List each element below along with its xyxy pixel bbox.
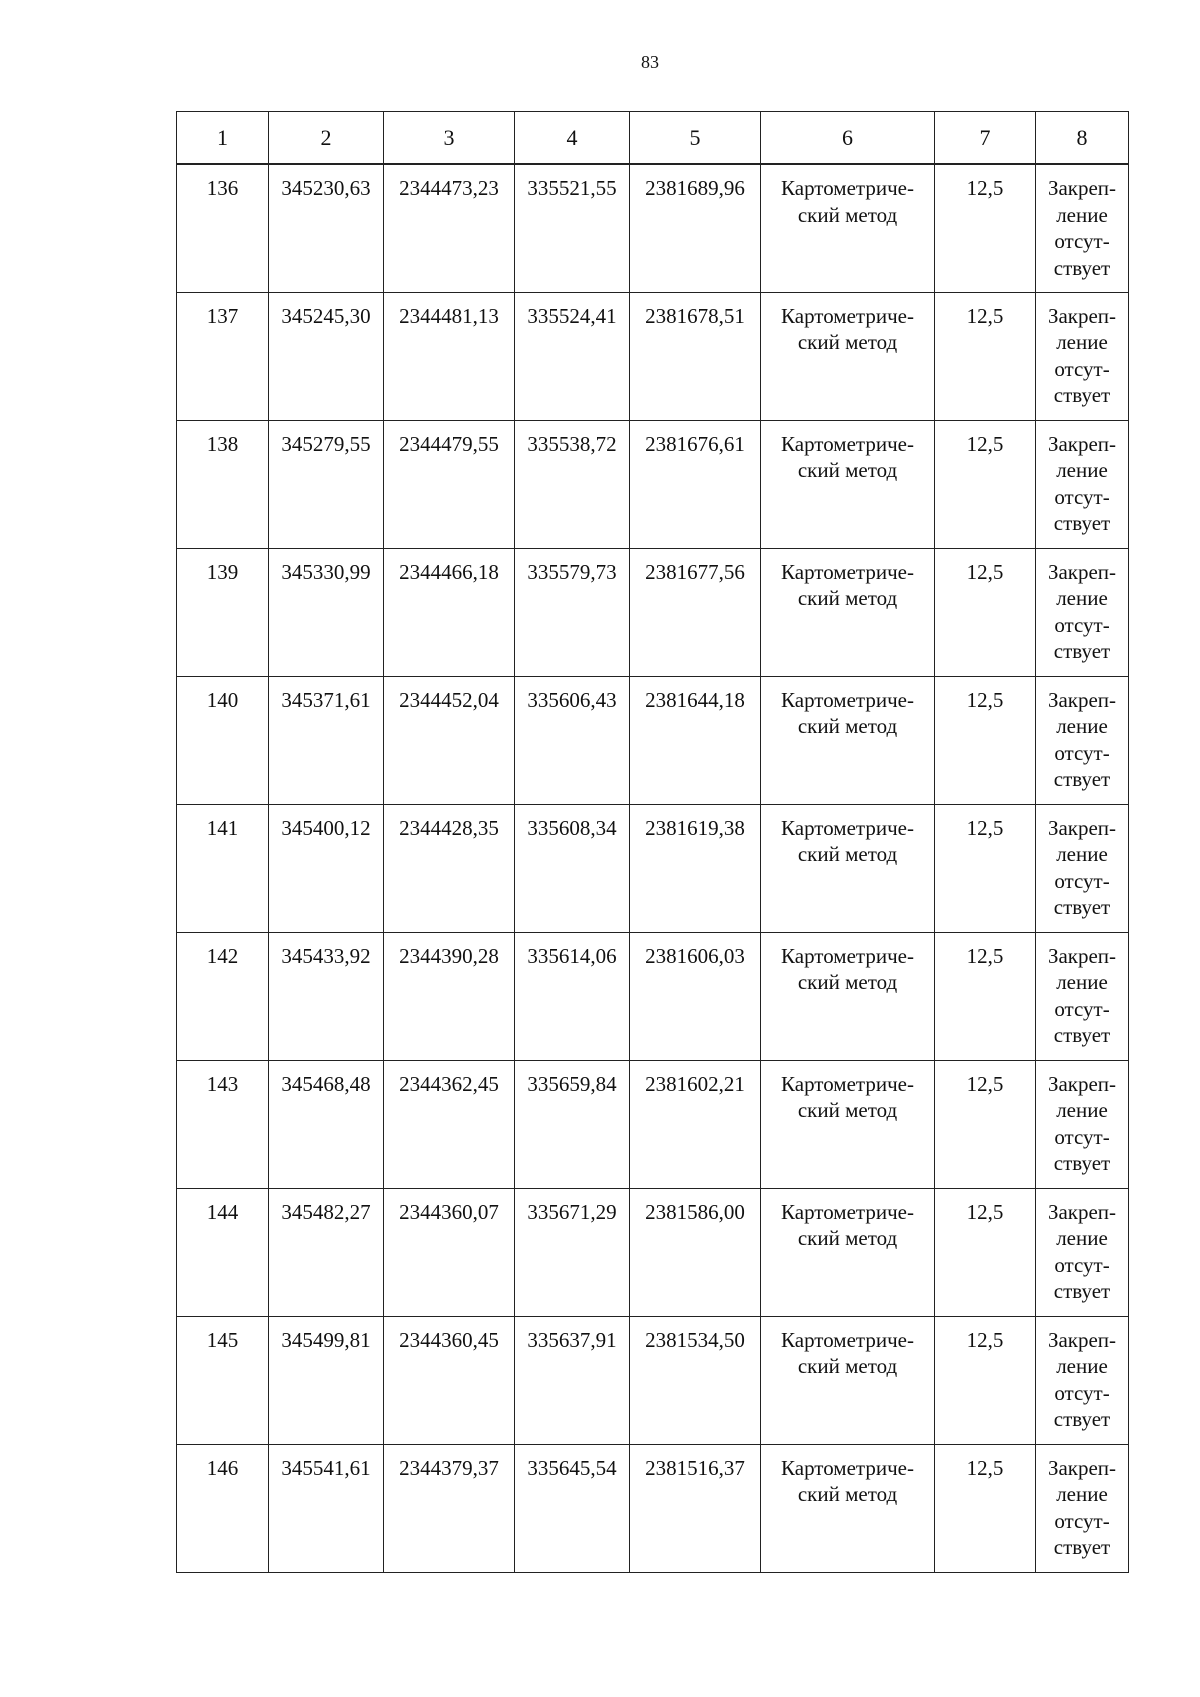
method-cell: Картометриче- ский метод bbox=[761, 548, 935, 676]
header-row bbox=[177, 112, 1129, 165]
point-number-cell: 145 bbox=[177, 1316, 269, 1444]
accuracy-cell: 12,5 bbox=[935, 420, 1036, 548]
accuracy-cell: 12,5 bbox=[935, 1316, 1036, 1444]
coord-x2-cell: 335637,91 bbox=[515, 1316, 630, 1444]
coord-x-cell: 345499,81 bbox=[269, 1316, 384, 1444]
coord-y-cell: 2344481,13 bbox=[384, 292, 515, 420]
coordinates-table bbox=[176, 111, 1129, 1573]
coord-x2-cell: 335524,41 bbox=[515, 292, 630, 420]
coord-x2-cell: 335645,54 bbox=[515, 1444, 630, 1572]
coord-x2-cell: 335579,73 bbox=[515, 548, 630, 676]
coord-y2-cell: 2381678,51 bbox=[630, 292, 761, 420]
method-cell: Картометриче- ский метод bbox=[761, 1316, 935, 1444]
fixing-cell: Закреп- ление отсут- ствует bbox=[1036, 1316, 1129, 1444]
coord-x2-cell: 335606,43 bbox=[515, 676, 630, 804]
coord-y2-cell: 2381602,21 bbox=[630, 1060, 761, 1188]
coord-x-cell: 345400,12 bbox=[269, 804, 384, 932]
fixing-cell: Закреп- ление отсут- ствует bbox=[1036, 804, 1129, 932]
coord-x-cell: 345468,48 bbox=[269, 1060, 384, 1188]
header-cell: 8 bbox=[1036, 112, 1129, 165]
coord-x-cell: 345330,99 bbox=[269, 548, 384, 676]
page-number: 83 bbox=[641, 52, 659, 72]
table-row bbox=[177, 1060, 1129, 1188]
coord-y-cell: 2344466,18 bbox=[384, 548, 515, 676]
header-cell: 7 bbox=[935, 112, 1036, 165]
header-cell: 2 bbox=[269, 112, 384, 165]
coord-y2-cell: 2381516,37 bbox=[630, 1444, 761, 1572]
coord-y2-cell: 2381534,50 bbox=[630, 1316, 761, 1444]
coord-y-cell: 2344360,45 bbox=[384, 1316, 515, 1444]
point-number-cell: 139 bbox=[177, 548, 269, 676]
table-row bbox=[177, 164, 1129, 292]
coord-y2-cell: 2381689,96 bbox=[630, 164, 761, 292]
accuracy-cell: 12,5 bbox=[935, 676, 1036, 804]
header-cell: 1 bbox=[177, 112, 269, 165]
point-number-cell: 136 bbox=[177, 164, 269, 292]
method-cell: Картометриче- ский метод bbox=[761, 676, 935, 804]
fixing-cell: Закреп- ление отсут- ствует bbox=[1036, 1060, 1129, 1188]
table-row bbox=[177, 1316, 1129, 1444]
coord-x-cell: 345245,30 bbox=[269, 292, 384, 420]
accuracy-cell: 12,5 bbox=[935, 1444, 1036, 1572]
point-number-cell: 143 bbox=[177, 1060, 269, 1188]
coord-x-cell: 345541,61 bbox=[269, 1444, 384, 1572]
coord-y2-cell: 2381619,38 bbox=[630, 804, 761, 932]
accuracy-cell: 12,5 bbox=[935, 932, 1036, 1060]
method-cell: Картометриче- ский метод bbox=[761, 1060, 935, 1188]
table-row bbox=[177, 804, 1129, 932]
table-row bbox=[177, 932, 1129, 1060]
point-number-cell: 138 bbox=[177, 420, 269, 548]
header-cell: 3 bbox=[384, 112, 515, 165]
fixing-cell: Закреп- ление отсут- ствует bbox=[1036, 932, 1129, 1060]
coord-x2-cell: 335614,06 bbox=[515, 932, 630, 1060]
fixing-cell: Закреп- ление отсут- ствует bbox=[1036, 548, 1129, 676]
table-row bbox=[177, 676, 1129, 804]
coord-y2-cell: 2381606,03 bbox=[630, 932, 761, 1060]
point-number-cell: 137 bbox=[177, 292, 269, 420]
table-row bbox=[177, 548, 1129, 676]
method-cell: Картометриче- ский метод bbox=[761, 292, 935, 420]
coord-x2-cell: 335521,55 bbox=[515, 164, 630, 292]
method-cell: Картометриче- ский метод bbox=[761, 1188, 935, 1316]
table-body bbox=[177, 164, 1129, 1572]
accuracy-cell: 12,5 bbox=[935, 292, 1036, 420]
accuracy-cell: 12,5 bbox=[935, 548, 1036, 676]
accuracy-cell: 12,5 bbox=[935, 164, 1036, 292]
coord-y2-cell: 2381677,56 bbox=[630, 548, 761, 676]
coord-y2-cell: 2381644,18 bbox=[630, 676, 761, 804]
header-cell: 5 bbox=[630, 112, 761, 165]
coord-y-cell: 2344362,45 bbox=[384, 1060, 515, 1188]
table-row bbox=[177, 1188, 1129, 1316]
fixing-cell: Закреп- ление отсут- ствует bbox=[1036, 676, 1129, 804]
coord-x2-cell: 335608,34 bbox=[515, 804, 630, 932]
method-cell: Картометриче- ский метод bbox=[761, 804, 935, 932]
table-row bbox=[177, 1444, 1129, 1572]
accuracy-cell: 12,5 bbox=[935, 1060, 1036, 1188]
coord-x-cell: 345371,61 bbox=[269, 676, 384, 804]
coord-y2-cell: 2381676,61 bbox=[630, 420, 761, 548]
coord-x-cell: 345482,27 bbox=[269, 1188, 384, 1316]
coord-y-cell: 2344390,28 bbox=[384, 932, 515, 1060]
point-number-cell: 146 bbox=[177, 1444, 269, 1572]
method-cell: Картометриче- ский метод bbox=[761, 164, 935, 292]
header-cell: 6 bbox=[761, 112, 935, 165]
coord-y-cell: 2344360,07 bbox=[384, 1188, 515, 1316]
coord-x-cell: 345279,55 bbox=[269, 420, 384, 548]
method-cell: Картометриче- ский метод bbox=[761, 932, 935, 1060]
coord-y2-cell: 2381586,00 bbox=[630, 1188, 761, 1316]
coord-y-cell: 2344473,23 bbox=[384, 164, 515, 292]
table-row bbox=[177, 420, 1129, 548]
fixing-cell: Закреп- ление отсут- ствует bbox=[1036, 420, 1129, 548]
fixing-cell: Закреп- ление отсут- ствует bbox=[1036, 292, 1129, 420]
fixing-cell: Закреп- ление отсут- ствует bbox=[1036, 1188, 1129, 1316]
coord-x-cell: 345433,92 bbox=[269, 932, 384, 1060]
coord-y-cell: 2344452,04 bbox=[384, 676, 515, 804]
method-cell: Картометриче- ский метод bbox=[761, 420, 935, 548]
coord-y-cell: 2344428,35 bbox=[384, 804, 515, 932]
coord-y-cell: 2344479,55 bbox=[384, 420, 515, 548]
point-number-cell: 141 bbox=[177, 804, 269, 932]
coord-x2-cell: 335671,29 bbox=[515, 1188, 630, 1316]
header-cell: 4 bbox=[515, 112, 630, 165]
coord-x2-cell: 335538,72 bbox=[515, 420, 630, 548]
coord-x-cell: 345230,63 bbox=[269, 164, 384, 292]
point-number-cell: 140 bbox=[177, 676, 269, 804]
coord-y-cell: 2344379,37 bbox=[384, 1444, 515, 1572]
accuracy-cell: 12,5 bbox=[935, 1188, 1036, 1316]
point-number-cell: 144 bbox=[177, 1188, 269, 1316]
point-number-cell: 142 bbox=[177, 932, 269, 1060]
fixing-cell: Закреп- ление отсут- ствует bbox=[1036, 1444, 1129, 1572]
accuracy-cell: 12,5 bbox=[935, 804, 1036, 932]
table-row bbox=[177, 292, 1129, 420]
method-cell: Картометриче- ский метод bbox=[761, 1444, 935, 1572]
fixing-cell: Закреп- ление отсут- ствует bbox=[1036, 164, 1129, 292]
coord-x2-cell: 335659,84 bbox=[515, 1060, 630, 1188]
